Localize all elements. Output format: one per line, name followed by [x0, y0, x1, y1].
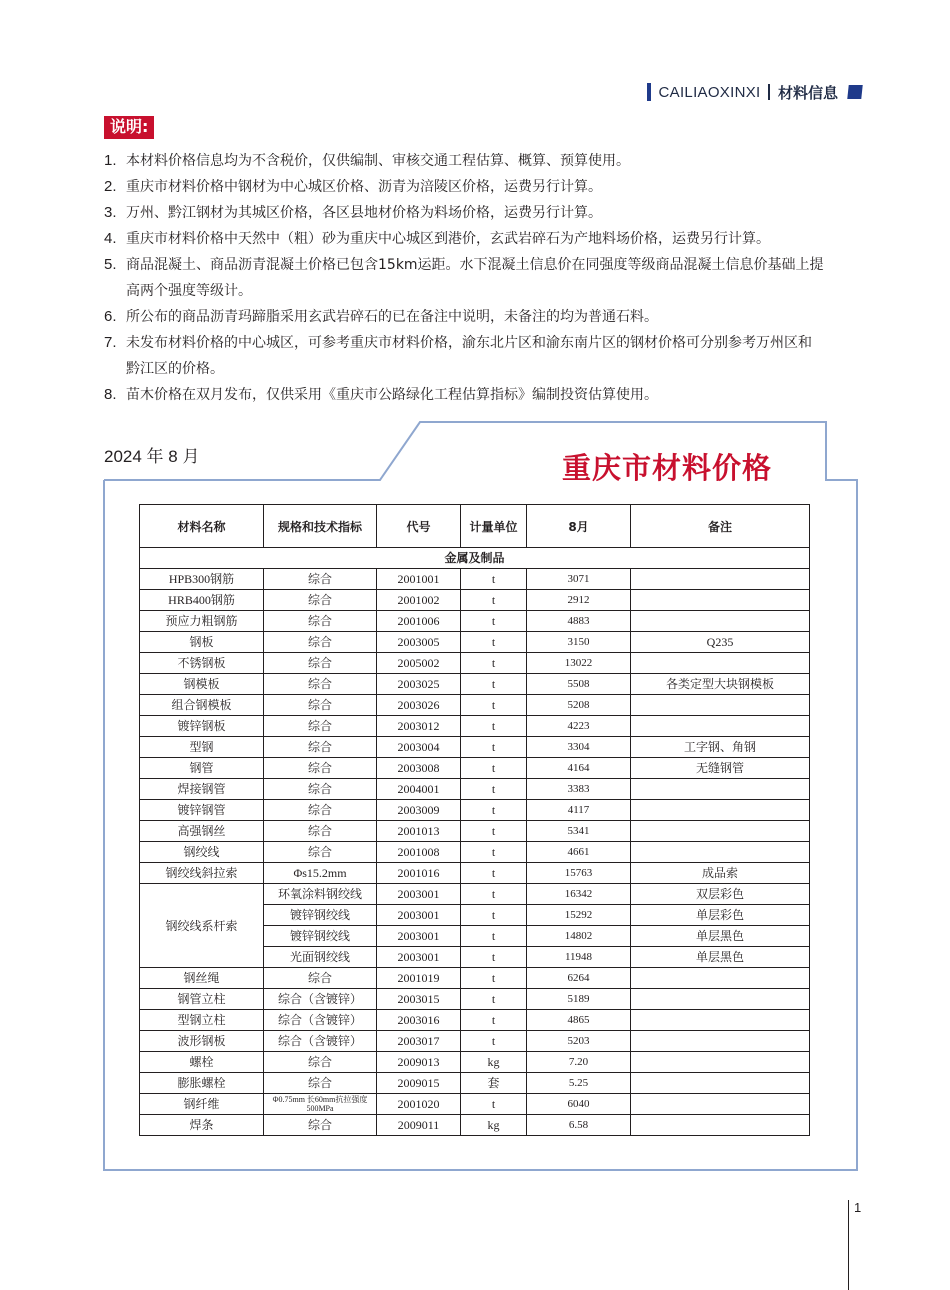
table-cell: 综合: [264, 632, 377, 653]
table-cell: 2001020: [377, 1094, 461, 1115]
note-number: 1.: [104, 152, 117, 169]
table-row: [140, 632, 810, 653]
table-cell: 2005002: [377, 653, 461, 674]
table-cell: t: [461, 1010, 527, 1031]
column-header: 代号: [377, 505, 461, 548]
table-cell: 套: [461, 1073, 527, 1094]
note-text: 重庆市材料价格中钢材为中心城区价格、沥青为涪陵区价格，运费另行计算。: [126, 179, 602, 195]
table-cell: 型钢立柱: [140, 1010, 264, 1031]
table-cell: t: [461, 632, 527, 653]
table-cell: 4223: [527, 716, 631, 737]
table-cell: 3071: [527, 569, 631, 590]
table-cell: 2003001: [377, 884, 461, 905]
table-cell: 镀锌钢绞线: [264, 926, 377, 947]
table-cell: t: [461, 1094, 527, 1115]
table-cell: 13022: [527, 653, 631, 674]
table-cell: [631, 611, 810, 632]
table-cell: 钢纤维: [140, 1094, 264, 1115]
table-cell: [631, 779, 810, 800]
table-cell: 7.20: [527, 1052, 631, 1073]
table-row: [140, 989, 810, 1010]
table-cell: 综合: [264, 800, 377, 821]
table-cell: t: [461, 1031, 527, 1052]
brand-bar-decoration: [647, 83, 651, 101]
table-cell: t: [461, 989, 527, 1010]
table-cell: 2001016: [377, 863, 461, 884]
note-item: [104, 382, 824, 408]
note-text: 苗木价格在双月发布，仅供采用《重庆市公路绿化工程估算指标》编制投资估算使用。: [126, 387, 658, 403]
table-cell: 14802: [527, 926, 631, 947]
brand-separator: [768, 84, 770, 100]
table-header-row: [140, 505, 810, 548]
table-cell: 不锈钢板: [140, 653, 264, 674]
table-row: [140, 758, 810, 779]
table-cell: 4661: [527, 842, 631, 863]
table-cell: 螺栓: [140, 1052, 264, 1073]
table-cell: t: [461, 716, 527, 737]
note-number: 7.: [104, 334, 117, 351]
note-text: 商品混凝土、商品沥青混凝土价格已包含15km运距。水下混凝土信息价在同强度等级商品混凝土信息价基础上提高两个强度等级计。: [126, 257, 824, 299]
table-cell: 16342: [527, 884, 631, 905]
column-header: 材料名称: [140, 505, 264, 548]
column-header: 规格和技术指标: [264, 505, 377, 548]
table-cell: 综合: [264, 758, 377, 779]
table-cell: [631, 842, 810, 863]
table-cell: t: [461, 779, 527, 800]
column-header: 计量单位: [461, 505, 527, 548]
price-table: [139, 504, 810, 1136]
table-cell: 综合: [264, 674, 377, 695]
price-title: 重庆市材料价格: [562, 451, 773, 485]
note-item: [104, 174, 824, 200]
date-label: 2024 年 8 月: [104, 447, 200, 466]
brand-english: CAILIAOXINXI: [658, 83, 761, 101]
table-cell: 综合: [264, 1115, 377, 1136]
note-item: [104, 200, 824, 226]
table-cell: [631, 989, 810, 1010]
table-cell: t: [461, 842, 527, 863]
brand-square-icon: [847, 85, 862, 99]
table-cell: t: [461, 590, 527, 611]
table-cell: 综合: [264, 1052, 377, 1073]
table-row: [140, 1031, 810, 1052]
table-cell: 2003015: [377, 989, 461, 1010]
table-cell: 综合: [264, 968, 377, 989]
table-cell: t: [461, 695, 527, 716]
table-cell: [631, 968, 810, 989]
table-cell: 2003016: [377, 1010, 461, 1031]
table-cell: 15292: [527, 905, 631, 926]
table-cell: 3150: [527, 632, 631, 653]
table-cell: 金属及制品: [140, 548, 810, 569]
table-cell: 6264: [527, 968, 631, 989]
table-cell: 型钢: [140, 737, 264, 758]
page-divider: [848, 1200, 849, 1290]
table-cell: 3383: [527, 779, 631, 800]
table-cell: 综合: [264, 653, 377, 674]
table-cell: 膨胀螺栓: [140, 1073, 264, 1094]
table-cell: t: [461, 947, 527, 968]
table-cell: 2003001: [377, 926, 461, 947]
header-brand: [647, 82, 862, 102]
table-cell: 2003017: [377, 1031, 461, 1052]
table-cell: Φ0.75mm 长60mm抗拉强度500MPa: [264, 1094, 377, 1115]
table-cell: 组合钢模板: [140, 695, 264, 716]
table-cell: 4865: [527, 1010, 631, 1031]
table-cell: [631, 1052, 810, 1073]
table-cell: 15763: [527, 863, 631, 884]
table-cell: 4117: [527, 800, 631, 821]
table-cell: 钢管立柱: [140, 989, 264, 1010]
table-row: [140, 695, 810, 716]
table-row: [140, 1094, 810, 1115]
table-cell: 2003026: [377, 695, 461, 716]
table-cell: [631, 695, 810, 716]
table-cell: 镀锌钢绞线: [264, 905, 377, 926]
table-cell: 5203: [527, 1031, 631, 1052]
table-cell: 综合（含镀锌）: [264, 1010, 377, 1031]
table-cell: 环氧涂料钢绞线: [264, 884, 377, 905]
table-row: [140, 800, 810, 821]
notes-list: [104, 148, 824, 408]
table-cell: 综合: [264, 695, 377, 716]
table-cell: t: [461, 653, 527, 674]
table-cell: t: [461, 884, 527, 905]
table-cell: [631, 569, 810, 590]
table-row: [140, 716, 810, 737]
table-cell: 2009015: [377, 1073, 461, 1094]
table-cell: 钢绞线: [140, 842, 264, 863]
note-number: 5.: [104, 256, 117, 273]
note-text: 本材料价格信息均为不含税价，仅供编制、审核交通工程估算、概算、预算使用。: [126, 153, 630, 169]
brand-chinese: 材料信息: [777, 83, 838, 102]
table-cell: 综合（含镀锌）: [264, 989, 377, 1010]
table-cell: 高强钢丝: [140, 821, 264, 842]
table-cell: t: [461, 968, 527, 989]
table-cell: [631, 821, 810, 842]
table-row: [140, 1052, 810, 1073]
note-text: 未发布材料价格的中心城区，可参考重庆市材料价格，渝东北片区和渝东南片区的钢材价格可分别参考万州区和黔江区的价格。: [126, 335, 812, 377]
table-cell: HRB400钢筋: [140, 590, 264, 611]
table-row: [140, 1010, 810, 1031]
table-cell: [631, 716, 810, 737]
table-cell: 焊接钢管: [140, 779, 264, 800]
table-cell: [631, 590, 810, 611]
table-cell: 5341: [527, 821, 631, 842]
table-cell: 单层黑色: [631, 926, 810, 947]
table-cell: 2001001: [377, 569, 461, 590]
table-row: [140, 674, 810, 695]
table-cell: 镀锌钢管: [140, 800, 264, 821]
table-row: [140, 1115, 810, 1136]
table-cell: 预应力粗钢筋: [140, 611, 264, 632]
table-cell: 综合: [264, 821, 377, 842]
note-number: 8.: [104, 386, 117, 403]
table-cell: 综合: [264, 737, 377, 758]
table-cell: 2001019: [377, 968, 461, 989]
table-cell: 钢丝绳: [140, 968, 264, 989]
table-cell: t: [461, 737, 527, 758]
table-cell: 镀锌钢板: [140, 716, 264, 737]
table-cell: [631, 1094, 810, 1115]
table-cell: 光面钢绞线: [264, 947, 377, 968]
table-cell: 11948: [527, 947, 631, 968]
table-cell: [631, 1031, 810, 1052]
table-cell: 5208: [527, 695, 631, 716]
table-cell: 5508: [527, 674, 631, 695]
note-item: [104, 252, 824, 304]
table-cell: 钢绞线斜拉索: [140, 863, 264, 884]
table-cell: t: [461, 905, 527, 926]
table-cell: 2003008: [377, 758, 461, 779]
table-cell: 2001006: [377, 611, 461, 632]
table-cell: kg: [461, 1115, 527, 1136]
note-number: 6.: [104, 308, 117, 325]
table-row: [140, 884, 810, 905]
table-cell: 钢管: [140, 758, 264, 779]
table-cell: [631, 1073, 810, 1094]
table-cell: 钢板: [140, 632, 264, 653]
table-cell: 单层黑色: [631, 947, 810, 968]
table-cell: 综合: [264, 779, 377, 800]
note-text: 万州、黔江钢材为其城区价格，各区县地材价格为料场价格，运费另行计算。: [126, 205, 602, 221]
column-header: 备注: [631, 505, 810, 548]
notes-label: 说明:: [104, 116, 154, 139]
table-row: [140, 842, 810, 863]
note-number: 2.: [104, 178, 117, 195]
table-cell: 无缝钢管: [631, 758, 810, 779]
table-cell: 综合: [264, 842, 377, 863]
table-cell: 工字钢、角钢: [631, 737, 810, 758]
table-row: [140, 863, 810, 884]
table-cell: Q235: [631, 632, 810, 653]
table-cell: t: [461, 674, 527, 695]
note-item: [104, 304, 824, 330]
table-row: [140, 590, 810, 611]
table-cell: 2003009: [377, 800, 461, 821]
table-cell: t: [461, 569, 527, 590]
table-cell: 2003004: [377, 737, 461, 758]
table-cell: t: [461, 611, 527, 632]
table-cell: kg: [461, 1052, 527, 1073]
table-cell: 2003012: [377, 716, 461, 737]
table-cell: 3304: [527, 737, 631, 758]
note-item: [104, 330, 824, 382]
table-row: [140, 737, 810, 758]
table-cell: 综合: [264, 590, 377, 611]
table-cell: 成品索: [631, 863, 810, 884]
section-row: [140, 548, 810, 569]
table-cell: 2009013: [377, 1052, 461, 1073]
table-cell: 2003001: [377, 947, 461, 968]
table-row: [140, 1073, 810, 1094]
table-cell: HPB300钢筋: [140, 569, 264, 590]
table-cell: t: [461, 758, 527, 779]
note-number: 4.: [104, 230, 117, 247]
table-cell: 各类定型大块钢模板: [631, 674, 810, 695]
table-cell: 6040: [527, 1094, 631, 1115]
table-cell: Φs15.2mm: [264, 863, 377, 884]
table-cell: 2912: [527, 590, 631, 611]
table-cell: 2001013: [377, 821, 461, 842]
table-cell: [631, 800, 810, 821]
table-cell: [631, 1010, 810, 1031]
table-cell: 6.58: [527, 1115, 631, 1136]
table-cell: 双层彩色: [631, 884, 810, 905]
table-cell: t: [461, 821, 527, 842]
table-cell: 4164: [527, 758, 631, 779]
table-cell: 综合: [264, 611, 377, 632]
table-cell: 5189: [527, 989, 631, 1010]
note-text: 重庆市材料价格中天然中（粗）砂为重庆中心城区到港价，玄武岩碎石为产地料场价格，运费另行计算。: [126, 231, 770, 247]
table-cell: t: [461, 863, 527, 884]
table-cell: 单层彩色: [631, 905, 810, 926]
table-cell: [631, 653, 810, 674]
table-row: [140, 569, 810, 590]
table-cell: 综合: [264, 569, 377, 590]
table-cell: t: [461, 800, 527, 821]
table-cell: t: [461, 926, 527, 947]
table-cell: 钢绞线系杆索: [140, 884, 264, 968]
table-cell: 焊条: [140, 1115, 264, 1136]
note-number: 3.: [104, 204, 117, 221]
table-cell: [631, 1115, 810, 1136]
table-cell: 钢模板: [140, 674, 264, 695]
table-cell: 综合（含镀锌）: [264, 1031, 377, 1052]
note-item: [104, 148, 824, 174]
note-item: [104, 226, 824, 252]
table-cell: 2003001: [377, 905, 461, 926]
table-cell: 2004001: [377, 779, 461, 800]
table-cell: 波形钢板: [140, 1031, 264, 1052]
table-cell: 2009011: [377, 1115, 461, 1136]
table-cell: 2003025: [377, 674, 461, 695]
table-cell: 5.25: [527, 1073, 631, 1094]
table-row: [140, 821, 810, 842]
table-cell: 2003005: [377, 632, 461, 653]
note-text: 所公布的商品沥青玛蹄脂采用玄武岩碎石的已在备注中说明，未备注的均为普通石料。: [126, 309, 658, 325]
column-header: 8月: [527, 505, 631, 548]
table-row: [140, 779, 810, 800]
page-number: 1: [854, 1200, 862, 1215]
table-cell: 综合: [264, 1073, 377, 1094]
table-cell: 综合: [264, 716, 377, 737]
table-row: [140, 611, 810, 632]
table-row: [140, 653, 810, 674]
table-cell: 2001008: [377, 842, 461, 863]
table-cell: 2001002: [377, 590, 461, 611]
table-cell: 4883: [527, 611, 631, 632]
table-row: [140, 968, 810, 989]
